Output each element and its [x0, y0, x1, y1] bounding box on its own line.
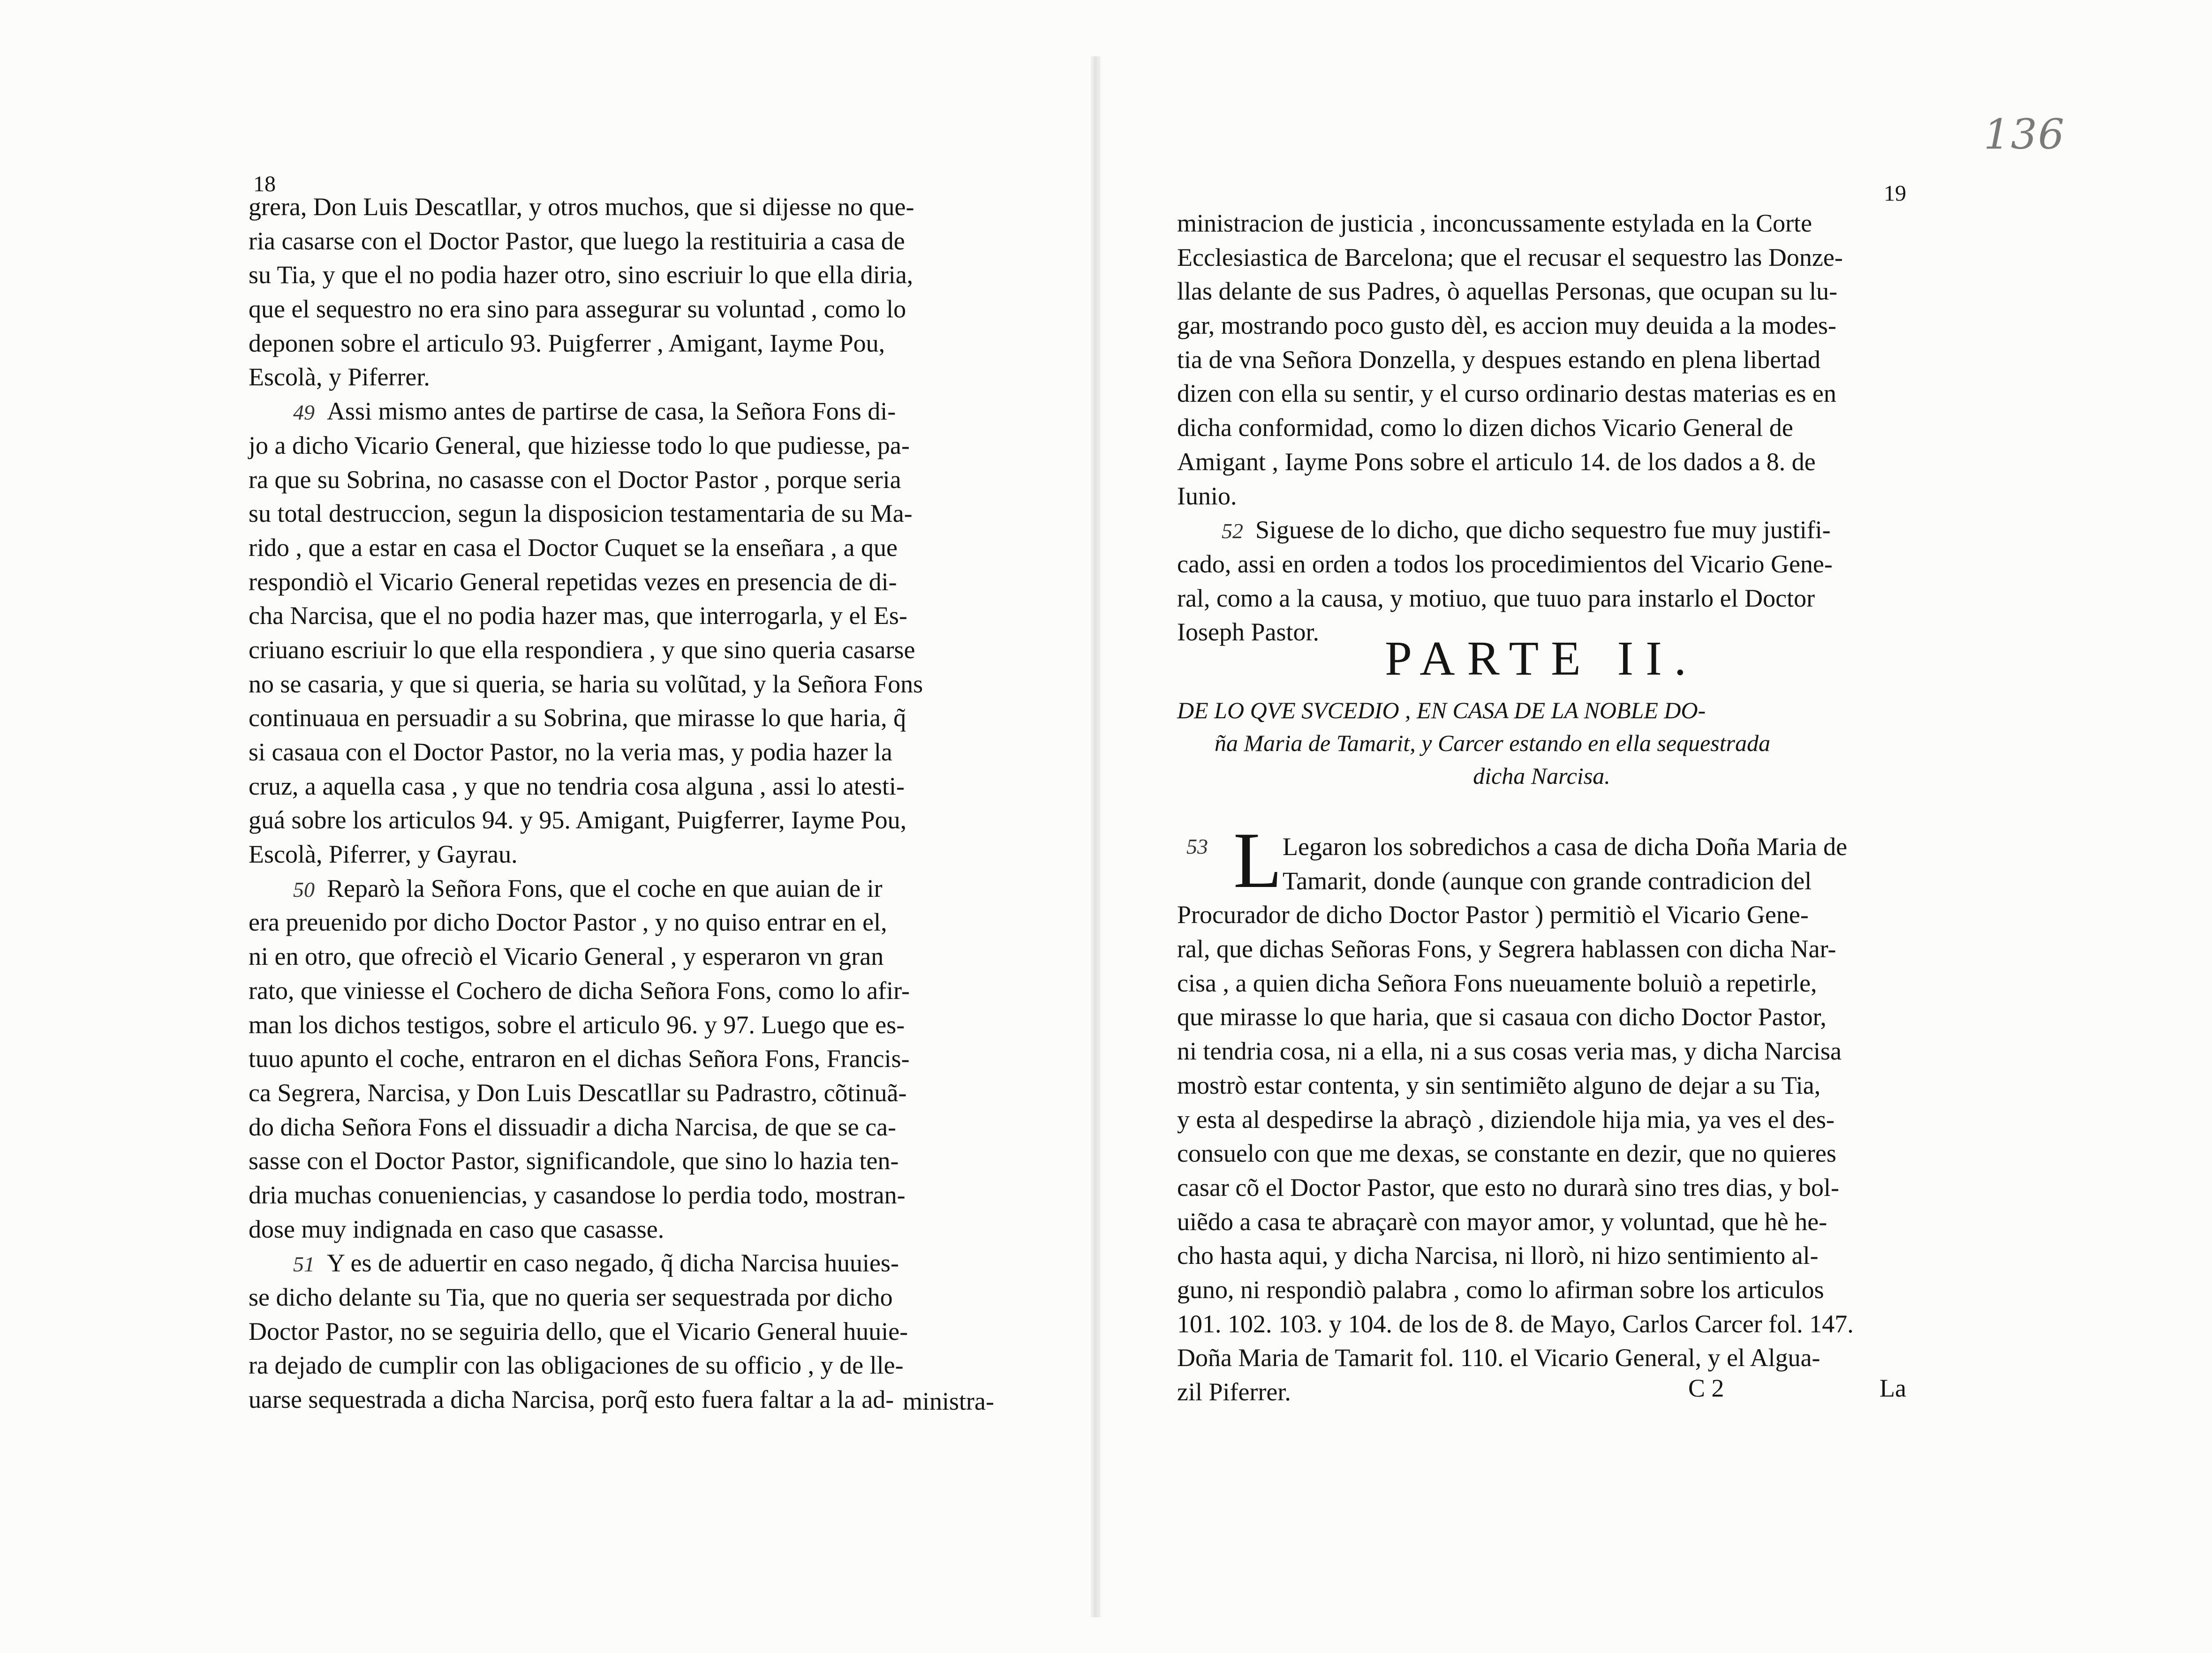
line-text: dose muy indignada en caso que casasse. — [249, 1215, 664, 1243]
line-text: continuaua en persuadir a su Sobrina, que mirasse lo que haria, q̃ — [249, 704, 906, 732]
text-line — [249, 1212, 923, 1247]
text-line — [1177, 581, 1843, 616]
text-line — [1177, 1034, 1854, 1068]
line-text: cho hasta aqui, y dicha Narcisa, ni llorò, ni hizo sentimiento al- — [1177, 1241, 1819, 1270]
line-text: respondiò el Vicario General repetidas vezes en presencia de di- — [249, 567, 897, 596]
left-catchword: ministra- — [903, 1387, 994, 1415]
line-text: ni en otro, que ofreciò el Vicario General , y esperaron vn gran — [249, 942, 884, 971]
text-line — [249, 905, 923, 939]
line-text: uiẽdo a casa te abraçarè con mayor amor, y voluntad, que hè he- — [1177, 1207, 1827, 1236]
text-line — [1177, 445, 1843, 479]
line-text: man los dichos testigos, sobre el articulo 96. y 97. Luego que es- — [249, 1010, 905, 1039]
text-line — [249, 224, 923, 258]
line-text: ni tendria cosa, ni a ella, ni a sus cosas veria mas, y dicha Narcisa — [1177, 1037, 1842, 1066]
text-line — [249, 1042, 923, 1076]
text-line — [1177, 932, 1854, 966]
text-line — [1177, 1103, 1854, 1137]
text-line — [1177, 376, 1843, 411]
line-text: no se casaria, y que si queria, se haria su volũtad, y la Señora Fons — [249, 669, 923, 698]
right-folio: 19 — [1884, 181, 1906, 206]
text-line — [1177, 1273, 1854, 1307]
line-text: jo a dicho Vicario General, que hiziesse todo lo que pudiesse, pa- — [249, 431, 910, 459]
line-text: sasse con el Doctor Pastor, significandole, que sino lo hazia ten- — [249, 1147, 899, 1175]
text-line — [249, 1383, 923, 1417]
text-line — [1177, 1171, 1854, 1205]
text-line — [1177, 308, 1843, 343]
text-line — [1177, 206, 1843, 240]
line-text: uarse sequestrada a dicha Narcisa, porq̃ esto fuera faltar a la ad- — [249, 1385, 894, 1414]
text-line — [1177, 547, 1843, 581]
line-text: ria casarse con el Doctor Pastor, que luego la restituiria a casa de — [249, 226, 905, 255]
line-text: Tamarit, donde (aunque con grande contradicion del — [1283, 866, 1812, 895]
text-line — [249, 1178, 923, 1212]
text-line — [249, 701, 923, 735]
text-line — [1177, 1000, 1854, 1034]
paragraph-number: 50 — [293, 877, 315, 902]
text-line — [249, 1315, 923, 1349]
right-body-text-2 — [1177, 830, 1854, 1409]
section-subtitle — [1177, 694, 1906, 792]
paragraph-number: 53 — [1186, 834, 1208, 858]
text-line — [249, 1076, 923, 1110]
line-text: si casaua con el Doctor Pastor, no la veria mas, y podia hazer la — [249, 738, 892, 766]
text-line — [1177, 411, 1843, 445]
line-text: Y es de aduertir en caso negado, q̃ dicha Narcisa huuies- — [327, 1249, 899, 1277]
line-text: Escolà, Piferrer, y Gayrau. — [249, 840, 518, 869]
handwritten-folio-number: 136 — [1984, 110, 2065, 158]
text-line — [249, 531, 923, 565]
line-text: tuuo apunto el coche, entraron en el dichas Señora Fons, Francis- — [249, 1044, 910, 1073]
text-line — [249, 565, 923, 599]
line-text: guno, ni respondiò palabra , como lo afirman sobre los articulos — [1177, 1275, 1824, 1304]
line-text: casar cõ el Doctor Pastor, que esto no durarà sino tres dias, y bol- — [1177, 1173, 1839, 1202]
line-text: Amigant , Iayme Pons sobre el articulo 14. de los dados a 8. de — [1177, 447, 1816, 476]
line-text: Ioseph Pastor. — [1177, 618, 1319, 646]
line-text: consuelo con que me dexas, se constante en dezir, que no quieres — [1177, 1139, 1836, 1168]
line-text: do dicha Señora Fons el dissuadir a dicha Narcisa, de que se ca- — [249, 1112, 897, 1141]
text-line — [1177, 1375, 1854, 1409]
line-text: llas delante de sus Padres, ò aquellas Personas, que ocupan su lu- — [1177, 277, 1838, 306]
right-page — [1177, 0, 2065, 1653]
text-line — [249, 1008, 923, 1042]
text-line — [249, 1280, 923, 1315]
text-line — [1177, 1341, 1854, 1375]
line-text: dizen con ella su sentir, y el curso ordinario destas materias es en — [1177, 379, 1836, 408]
text-line — [249, 667, 923, 701]
text-line — [249, 1144, 923, 1178]
line-text: Siguese de lo dicho, que dicho sequestro fue muy justifi- — [1255, 516, 1831, 544]
text-line — [249, 769, 923, 804]
line-text: Iunio. — [1177, 481, 1237, 510]
text-line — [249, 394, 923, 428]
text-line — [249, 258, 923, 292]
line-text: zil Piferrer. — [1177, 1378, 1291, 1406]
left-body-text — [249, 190, 923, 1417]
text-line — [1177, 479, 1843, 513]
subtitle-line: DE LO QVE SVCEDIO , EN CASA DE LA NOBLE DO- — [1177, 697, 1706, 723]
text-line — [249, 735, 923, 769]
paragraph-number: 49 — [293, 400, 315, 425]
text-line — [249, 803, 923, 837]
line-text: cruz, a aquella casa , y que no tendria cosa alguna , assi lo atesti- — [249, 772, 905, 800]
line-text: grera, Don Luis Descatllar, y otros muchos, que si dijesse no que- — [249, 193, 914, 221]
line-text: ministracion de justicia , inconcussamente estylada en la Corte — [1177, 209, 1812, 237]
left-folio: 18 — [253, 172, 276, 196]
line-text: Assi mismo antes de partirse de casa, la Señora Fons di- — [327, 397, 896, 426]
text-line — [249, 463, 923, 497]
text-line — [249, 292, 923, 326]
line-text: era preuenido por dicho Doctor Pastor , y no quiso entrar en el, — [249, 908, 887, 937]
line-text: gar, mostrando poco gusto dèl, es accion muy deuida a la modes- — [1177, 311, 1836, 340]
line-text: ral, como a la causa, y motiuo, que tuuo para instarlo el Doctor — [1177, 584, 1815, 612]
line-text: ral, que dichas Señoras Fons, y Segrera hablassen con dicha Nar- — [1177, 935, 1836, 963]
right-body-text — [1177, 206, 1843, 649]
text-line — [249, 633, 923, 667]
line-text: que el sequestro no era sino para assegurar su voluntad , como lo — [249, 295, 906, 323]
line-text: dria muchas conueniencias, y casandose lo perdia todo, mostran- — [249, 1180, 906, 1209]
line-text: que mirasse lo que haria, que si casaua con dicho Doctor Pastor, — [1177, 1003, 1827, 1031]
text-line — [1177, 1136, 1854, 1171]
signature-mark: C 2 — [1688, 1374, 1724, 1402]
line-text: ca Segrera, Narcisa, y Don Luis Descatllar su Padrastro, cõtinuã- — [249, 1078, 907, 1107]
text-line — [249, 326, 923, 361]
line-text: Reparò la Señora Fons, que el coche en que auian de ir — [327, 874, 883, 902]
text-line — [1177, 343, 1843, 377]
subtitle-line: dicha Narcisa. — [1473, 763, 1610, 789]
line-text: ra dejado de cumplir con las obligaciones de su officio , y de lle- — [249, 1351, 904, 1380]
text-line — [249, 837, 923, 872]
line-text: ra que su Sobrina, no casasse con el Doctor Pastor , porque seria — [249, 465, 901, 494]
text-line — [249, 360, 923, 394]
drop-cap: L — [1233, 816, 1282, 904]
line-text: Doctor Pastor, no se seguiria dello, que el Vicario General huuie- — [249, 1317, 908, 1345]
text-line — [249, 599, 923, 633]
subtitle-line: ña Maria de Tamarit, y Carcer estando en ella sequestrada — [1215, 730, 1771, 756]
line-text: deponen sobre el articulo 93. Puigferrer , Amigant, Iayme Pou, — [249, 329, 885, 357]
line-text: se dicho delante su Tia, que no queria ser sequestrada por dicho — [249, 1283, 893, 1311]
text-line — [1177, 513, 1843, 547]
book-gutter — [1090, 56, 1101, 1617]
line-text: tia de vna Señora Donzella, y despues estando en plena libertad — [1177, 345, 1821, 374]
text-line — [249, 1110, 923, 1144]
line-text: Ecclesiastica de Barcelona; que el recusar el sequestro las Donze- — [1177, 243, 1843, 271]
text-line — [249, 190, 923, 224]
left-page — [220, 0, 994, 1653]
line-text: cha Narcisa, que el no podia hazer mas, que interrogarla, y el Es- — [249, 601, 907, 630]
line-text: dicha conformidad, como lo dizen dichos Vicario General de — [1177, 413, 1793, 442]
paragraph-number: 51 — [293, 1252, 315, 1277]
text-line — [249, 1348, 923, 1383]
text-line — [1177, 966, 1854, 1000]
line-text: Procurador de dicho Doctor Pastor ) permitiò el Vicario Gene- — [1177, 901, 1809, 929]
text-line — [249, 1246, 923, 1280]
line-text: 101. 102. 103. y 104. de los de 8. de Mayo, Carlos Carcer fol. 147. — [1177, 1309, 1854, 1338]
text-line — [1177, 1307, 1854, 1341]
text-line — [1177, 1068, 1854, 1103]
text-line — [1177, 274, 1843, 308]
line-text: cado, assi en orden a todos los procedimientos del Vicario Gene- — [1177, 549, 1833, 578]
text-line — [1177, 1205, 1854, 1239]
line-text: y esta al despedirse la abraçò , diziendole hija mia, ya ves el des- — [1177, 1105, 1835, 1134]
paragraph-number: 52 — [1222, 519, 1243, 543]
text-line — [249, 974, 923, 1008]
line-text: mostrò estar contenta, y sin sentimiẽto alguno de dejar a su Tia, — [1177, 1071, 1821, 1099]
line-text: rido , que a estar en casa el Doctor Cuquet se la enseñara , a que — [249, 533, 898, 562]
line-text: Escolà, y Piferrer. — [249, 363, 430, 391]
text-line — [1177, 240, 1843, 275]
line-text: Doña Maria de Tamarit fol. 110. el Vicario General, y el Algua- — [1177, 1344, 1820, 1372]
text-line — [249, 428, 923, 463]
text-line — [249, 496, 923, 531]
line-text: Legaron los sobredichos a casa de dicha Doña Maria de — [1283, 833, 1848, 861]
line-text: su total destruccion, segun la disposicion testamentaria de su Ma- — [249, 499, 913, 528]
text-line — [1177, 1239, 1854, 1273]
text-line — [249, 872, 923, 906]
section-heading: PARTE II. — [1385, 631, 1699, 685]
right-catchword: La — [1880, 1374, 1906, 1402]
text-line — [249, 939, 923, 974]
line-text: su Tia, y que el no podia hazer otro, sino escriuir lo que ella diria, — [249, 261, 913, 289]
line-text: cisa , a quien dicha Señora Fons nueuamente boluiò a repetirle, — [1177, 969, 1817, 997]
line-text: rato, que viniesse el Cochero de dicha Señora Fons, como lo afir- — [249, 976, 910, 1005]
line-text: criuano escriuir lo que ella respondiera , y que sino queria casarse — [249, 635, 915, 664]
line-text: guá sobre los articulos 94. y 95. Amigant, Puigferrer, Iayme Pou, — [249, 806, 907, 834]
